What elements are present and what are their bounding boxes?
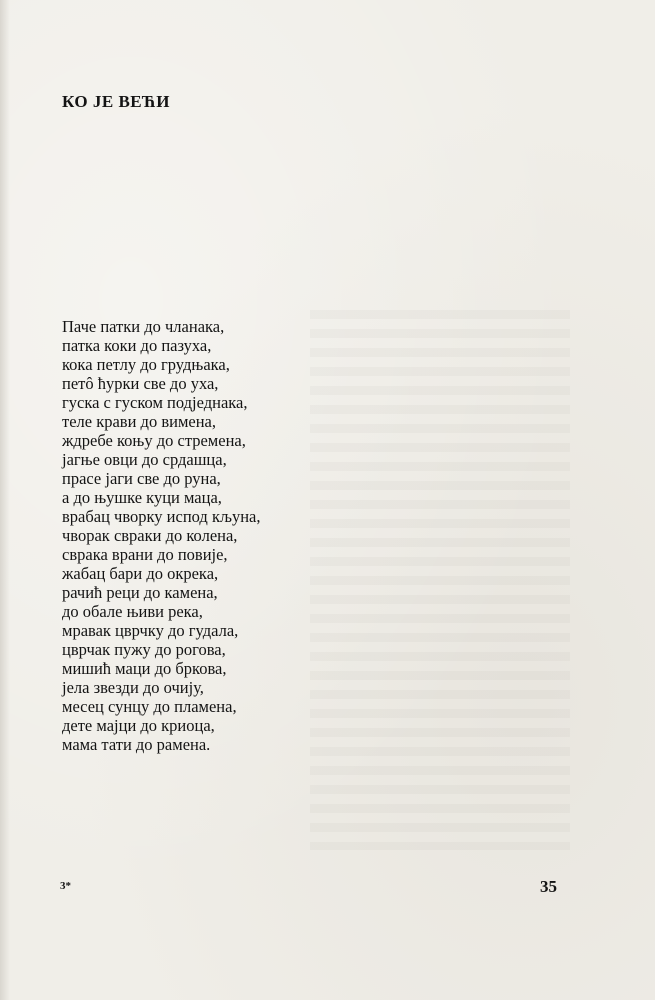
poem-line: цврчак пужу до рогова, <box>62 640 226 659</box>
poem-line: Паче патки до чланака, <box>62 317 225 336</box>
poem-line: мишић маци до бркова, <box>62 659 227 678</box>
poem-line: до обале њиви река, <box>62 602 203 621</box>
poem-line: гуска с гуском подједнака, <box>62 393 248 412</box>
poem-line: патка коки до пазуха, <box>62 336 212 355</box>
show-through-text <box>310 310 570 850</box>
poem-line: а до њушке куци маца, <box>62 488 222 507</box>
poem-line: јагње овци до срдашца, <box>62 450 227 469</box>
page-edge-shadow <box>0 0 10 1000</box>
poem-line: чворак свраки до колена, <box>62 526 238 545</box>
poem-line: кока петлу до грудњака, <box>62 355 230 374</box>
poem-line: теле крави до вимена, <box>62 412 216 431</box>
poem-line: јела звезди до очију, <box>62 678 204 697</box>
poem-line: месец сунцу до пламена, <box>62 697 237 716</box>
poem-title: КО ЈЕ ВЕЋИ <box>62 92 170 111</box>
poem-line: дете мајци до криоца, <box>62 716 215 735</box>
poem-line: прасе јаги све до руна, <box>62 469 221 488</box>
poem-body <box>62 317 261 754</box>
poem-line: ждребе коњу до стремена, <box>62 431 246 450</box>
poem-line: сврака врани до повије, <box>62 545 228 564</box>
poem-line: петô ћурки све до уха, <box>62 374 219 393</box>
poem-line: мама тати до рамена. <box>62 735 211 754</box>
poem-line: жабац бари до окрека, <box>62 564 219 583</box>
page-number: 35 <box>540 877 557 896</box>
poem-line: врабац чворку испод кљуна, <box>62 507 261 526</box>
printer-signature-mark: 3* <box>60 880 71 892</box>
poem-line: мравак цврчку до гудала, <box>62 621 239 640</box>
poem-line: рачић реци до камена, <box>62 583 218 602</box>
